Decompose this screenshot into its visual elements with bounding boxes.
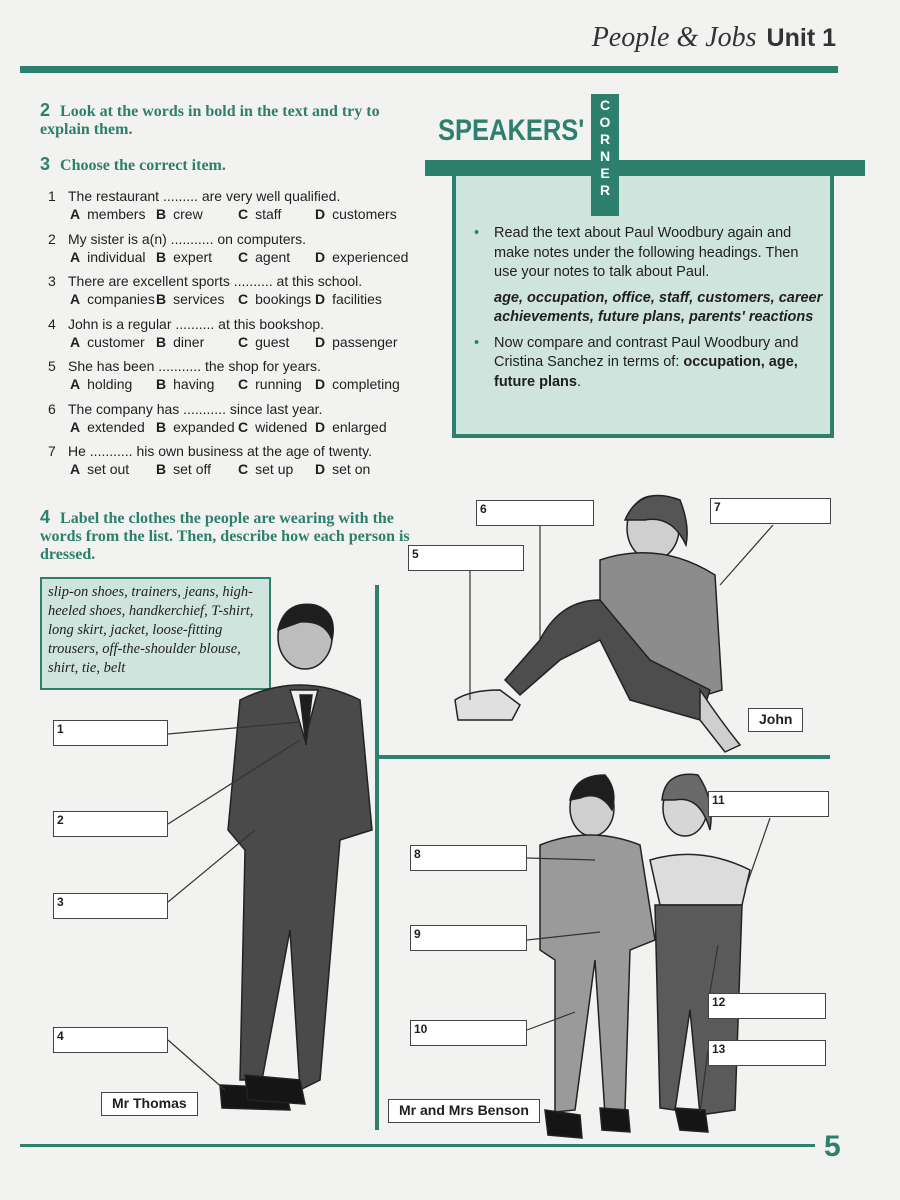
option-text: set up: [255, 461, 294, 477]
label-box-5[interactable]: 5: [408, 545, 524, 571]
question-text: There are excellent sports .......... at this school.: [68, 273, 363, 289]
label-box-13[interactable]: 13: [708, 1040, 826, 1066]
label-box-1[interactable]: 1: [53, 720, 168, 746]
label-box-6[interactable]: 6: [476, 500, 594, 526]
question-number: 7: [48, 443, 56, 459]
option-text: customer: [87, 333, 145, 350]
option-text: agent: [255, 248, 291, 265]
option-letter: A: [70, 206, 81, 222]
label-box-4[interactable]: 4: [53, 1027, 168, 1053]
option-text: staff: [255, 206, 282, 222]
option-letter: C: [238, 418, 249, 435]
option-letter: B: [156, 376, 167, 392]
headings-list: age, occupation, office, staff, customers, career achievements, future plans, parents' reactions: [494, 289, 823, 325]
speakers-corner-title: SPEAKERS': [438, 114, 585, 147]
question-number: 1: [48, 188, 56, 204]
section-title: People & Jobs: [591, 22, 757, 53]
question-number: 6: [48, 400, 56, 417]
option-letter: D: [315, 418, 326, 435]
option-text: widened: [255, 418, 308, 435]
person-label-mr-thomas: Mr Thomas: [101, 1092, 198, 1116]
question-text: My sister is a(n) ........... on computers.: [68, 230, 307, 247]
option-letter: D: [315, 248, 326, 265]
label-box-11[interactable]: 11: [708, 791, 829, 817]
option-letter: C: [238, 248, 249, 265]
unit-label: Unit 1: [766, 24, 836, 52]
question-number: 4: [48, 315, 56, 332]
option-letter: D: [315, 206, 326, 222]
option-letter: B: [156, 206, 167, 222]
option-letter: A: [70, 333, 81, 350]
question-number: 5: [48, 358, 56, 374]
label-box-3[interactable]: 3: [53, 893, 168, 919]
option-text: experienced: [332, 248, 409, 265]
option-letter: B: [156, 418, 167, 435]
question-text: He ........... his own business at the age of twenty.: [68, 443, 373, 459]
exercise-number: 4: [40, 507, 51, 527]
option-text: passenger: [332, 333, 398, 350]
question-text: The restaurant ......... are very well qualified.: [68, 188, 341, 204]
person-label-bensons: Mr and Mrs Benson: [388, 1099, 540, 1123]
option-text: facilities: [332, 291, 382, 307]
option-letter: A: [70, 461, 81, 477]
option-text: holding: [87, 376, 133, 392]
option-text: individual: [87, 248, 146, 265]
page-number: 5: [824, 1130, 841, 1163]
label-box-9[interactable]: 9: [410, 925, 527, 951]
corner-letter: O: [599, 114, 611, 130]
option-letter: B: [156, 333, 167, 350]
option-letter: C: [238, 376, 249, 392]
option-text: enlarged: [332, 418, 387, 435]
bullet-text: Read the text about Paul Woodbury again and make notes under the following headings. Then use your notes to talk about Paul.: [494, 225, 799, 280]
corner-letter: N: [599, 148, 611, 164]
corner-letter: R: [599, 182, 611, 198]
exercise-number: 2: [40, 100, 51, 120]
picture-divider-vertical: [375, 585, 379, 1130]
corner-letter: E: [600, 165, 610, 181]
question-text: John is a regular .......... at this bookshop.: [68, 315, 325, 332]
option-text: set out: [87, 461, 130, 477]
option-letter: C: [238, 206, 249, 222]
bullet-end: .: [576, 373, 582, 390]
corner-letter: C: [599, 97, 611, 113]
bullet-icon: •: [474, 334, 480, 351]
option-text: crew: [173, 206, 203, 222]
option-letter: D: [315, 376, 326, 392]
label-box-12[interactable]: 12: [708, 993, 826, 1019]
bottom-rule: [20, 1144, 815, 1147]
exercise-number: 3: [40, 154, 51, 174]
label-box-2[interactable]: 2: [53, 811, 168, 837]
question-text: She has been ........... the shop for years.: [68, 358, 321, 374]
option-text: running: [255, 376, 302, 392]
bullet-bold-text: occupation, age, future plans: [494, 354, 798, 390]
option-text: having: [173, 376, 215, 392]
exercise-instruction: Choose the correct item.: [60, 157, 226, 174]
option-letter: C: [238, 291, 249, 307]
option-letter: A: [70, 248, 81, 265]
bullet-icon: •: [474, 225, 480, 241]
person-label-john: John: [748, 708, 803, 732]
option-text: set off: [173, 461, 212, 477]
option-letter: B: [156, 248, 167, 265]
option-text: guest: [255, 333, 290, 350]
option-letter: A: [70, 291, 81, 307]
option-text: members: [87, 206, 146, 222]
picture-divider-horizontal: [379, 755, 830, 759]
option-letter: D: [315, 461, 326, 477]
option-letter: A: [70, 376, 81, 392]
corner-letter: R: [599, 131, 611, 147]
exercise-instruction: Label the clothes the people are wearing with the words from the list. Then, describe how each person is dressed.: [40, 510, 410, 563]
word-list-box: slip-on shoes, trainers, jeans, high-heeled shoes, handkerchief, T-shirt, long skirt, jacket, loose-fitting trousers, off-the-shoulder blouse, shirt, tie, belt: [40, 577, 271, 690]
option-text: completing: [332, 376, 400, 392]
option-text: expanded: [173, 418, 235, 435]
exercise-instruction: Look at the words in bold in the text and try to explain them.: [40, 103, 380, 138]
option-text: diner: [173, 333, 205, 350]
option-text: bookings: [255, 291, 312, 307]
option-text: set on: [332, 461, 371, 477]
mr-benson-jacket: [540, 835, 655, 1115]
mr-thomas-suit: [228, 685, 372, 1090]
option-letter: C: [238, 461, 249, 477]
label-box-7[interactable]: 7: [710, 498, 831, 524]
question-number: 2: [48, 230, 56, 247]
option-text: expert: [173, 248, 213, 265]
option-letter: C: [238, 333, 249, 350]
option-text: extended: [87, 418, 145, 435]
mrs-benson-blouse: [650, 854, 750, 905]
question-number: 3: [48, 273, 56, 289]
option-text: companies: [87, 291, 155, 307]
option-letter: A: [70, 418, 81, 435]
option-letter: D: [315, 333, 326, 350]
option-letter: B: [156, 291, 167, 307]
option-text: services: [173, 291, 225, 307]
label-box-8[interactable]: 8: [410, 845, 527, 871]
option-letter: D: [315, 291, 326, 307]
label-box-10[interactable]: 10: [410, 1020, 527, 1046]
option-text: customers: [332, 206, 397, 222]
bullet-text: Now compare and contrast Paul Woodbury and Cristina Sanchez in terms of:: [494, 334, 799, 370]
question-text: The company has ........... since last year.: [68, 400, 323, 417]
option-letter: B: [156, 461, 167, 477]
